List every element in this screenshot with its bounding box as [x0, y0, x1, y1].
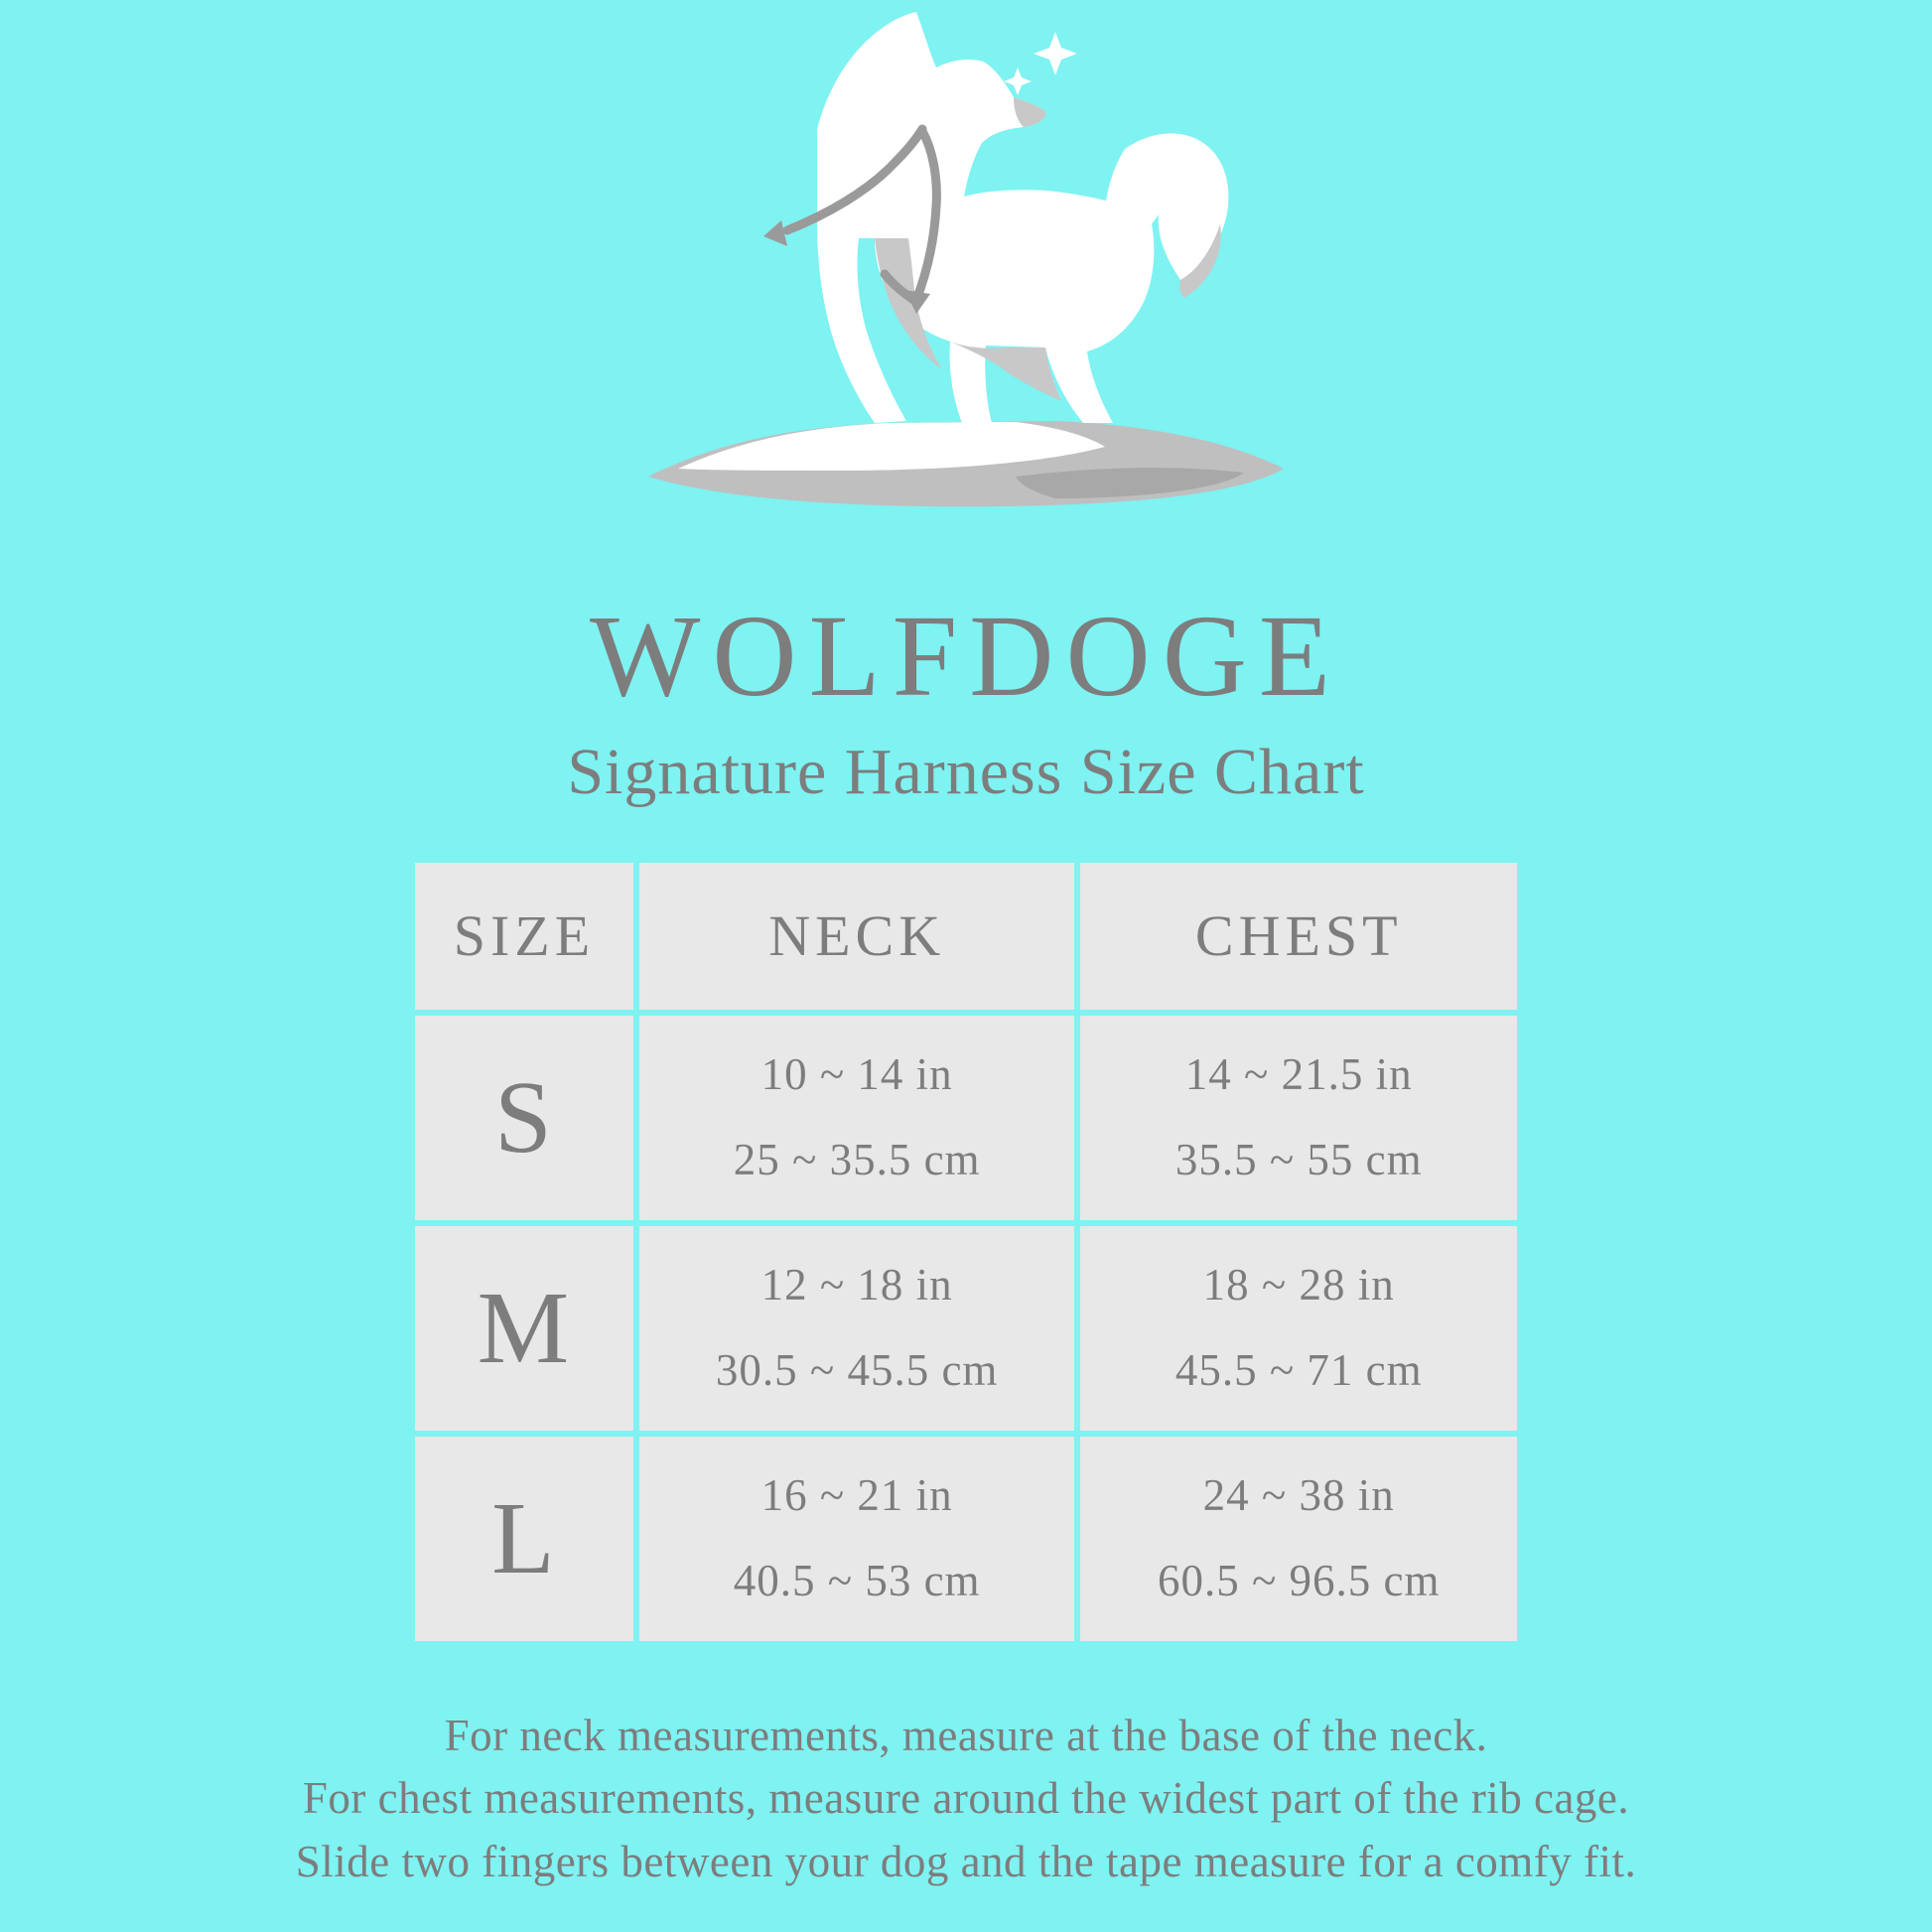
cell-chest — [1080, 1226, 1517, 1431]
brand-title: WOLFDOGE — [589, 591, 1343, 721]
neck-inches: 12 ~ 18 in — [760, 1260, 953, 1311]
note-line-1: For neck measurements, measure at the base of the neck. — [444, 1710, 1488, 1760]
chest-inches: 14 ~ 21.5 in — [1184, 1049, 1413, 1100]
column-header-chest: CHEST — [1080, 863, 1517, 1010]
table-header-row — [415, 863, 1517, 1010]
note-line-2: For chest measurements, measure around the widest part of the rib cage. — [302, 1773, 1630, 1824]
cell-size: S — [415, 1016, 633, 1220]
cell-chest — [1080, 1016, 1517, 1220]
measurement-notes — [122, 1705, 1810, 1895]
cell-neck — [639, 1016, 1075, 1220]
chest-centimeters: 60.5 ~ 96.5 cm — [1157, 1555, 1441, 1605]
table-row — [415, 1226, 1517, 1431]
table-row — [415, 1016, 1517, 1220]
chest-inches: 18 ~ 28 in — [1202, 1260, 1395, 1311]
neck-centimeters: 40.5 ~ 53 cm — [733, 1555, 981, 1605]
neck-inches: 16 ~ 21 in — [760, 1470, 953, 1521]
size-chart-table — [409, 857, 1523, 1647]
cell-chest — [1080, 1437, 1517, 1641]
note-line-3: Slide two fingers between your dog and the tape measure for a comfy fit. — [295, 1837, 1637, 1887]
chest-centimeters: 35.5 ~ 55 cm — [1174, 1134, 1423, 1184]
neck-centimeters: 30.5 ~ 45.5 cm — [715, 1344, 999, 1395]
cell-size: L — [415, 1437, 633, 1641]
cell-neck — [639, 1226, 1075, 1431]
page-subtitle: Signature Harness Size Chart — [567, 736, 1365, 808]
table-row — [415, 1437, 1517, 1641]
wolf-dog-standing-on-rock-icon — [589, 10, 1343, 616]
neck-inches: 10 ~ 14 in — [760, 1049, 953, 1100]
cell-size: M — [415, 1226, 633, 1431]
neck-centimeters: 25 ~ 35.5 cm — [733, 1134, 981, 1184]
column-header-size: SIZE — [415, 863, 633, 1010]
chest-inches: 24 ~ 38 in — [1202, 1470, 1395, 1521]
cell-neck — [639, 1437, 1075, 1641]
column-header-neck: NECK — [639, 863, 1075, 1010]
chest-centimeters: 45.5 ~ 71 cm — [1174, 1344, 1423, 1395]
